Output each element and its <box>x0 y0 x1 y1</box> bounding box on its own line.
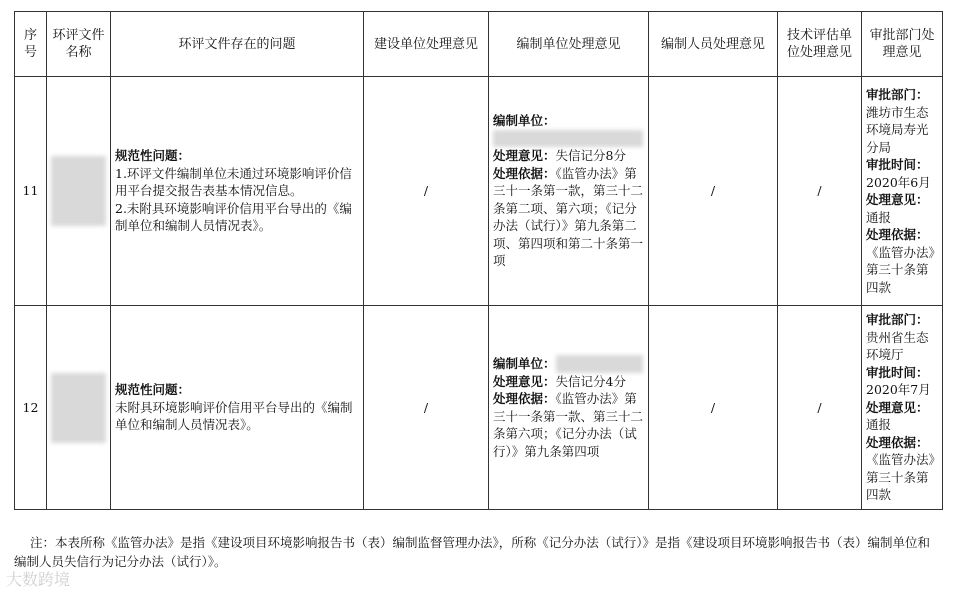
header-tech-unit: 技术评估单位处理意见 <box>778 12 862 77</box>
header-prep-unit: 编制单位处理意见 <box>489 12 649 77</box>
approval-opinion-value: 通报 <box>866 417 892 433</box>
prep-unit-label: 编制单位： <box>493 113 556 129</box>
header-prep-person: 编制人员处理意见 <box>649 12 778 77</box>
opinion-value: 失信记分8分 <box>555 148 626 164</box>
approval-time-value: 2020年6月 <box>866 174 931 190</box>
row-index: 11 <box>15 77 47 306</box>
approval-dept-value: 潍坊市生态环境局寿光分局 <box>866 104 929 155</box>
header-index: 序号 <box>15 12 47 77</box>
row-prep-person: / <box>649 306 778 510</box>
header-approval: 审批部门处理意见 <box>862 12 943 77</box>
basis-label: 处理依据： <box>493 165 556 181</box>
approval-dept-label: 审批部门： <box>866 87 929 102</box>
redacted-prep-unit <box>493 130 643 148</box>
redacted-doc-name <box>51 156 106 226</box>
prep-unit-label: 编制单位： <box>493 356 556 371</box>
row-doc-name <box>47 77 111 306</box>
header-problems: 环评文件存在的问题 <box>111 12 364 77</box>
opinion-label: 处理意见： <box>493 373 556 389</box>
approval-time-label: 审批时间： <box>866 157 929 172</box>
basis-value: 《监管办法》第三十一条第一款、第三十二条第六项；《记分办法（试行）》第九条第四项 <box>493 391 644 459</box>
problem-item: 1.环评文件编制单位未通过环境影响评价信用平台提交报告表基本情况信息。 <box>115 165 352 199</box>
table-row <box>15 306 943 510</box>
row-problems <box>111 77 364 306</box>
header-doc-name: 环评文件名称 <box>47 12 111 77</box>
problem-item: 未附具环境影响评价信用平台导出的《编制单位和编制人员情况表》。 <box>115 399 353 433</box>
redacted-doc-name <box>51 373 106 443</box>
opinion-label: 处理意见： <box>493 148 556 164</box>
row-prep-unit <box>489 77 649 306</box>
problem-item: 2.未附具环境影响评价信用平台导出的《编制单位和编制人员情况表》。 <box>115 200 352 234</box>
basis-label: 处理依据： <box>493 391 556 406</box>
approval-opinion-label: 处理意见： <box>866 192 929 207</box>
row-tech-unit: / <box>778 77 862 306</box>
table-header-row <box>15 12 943 77</box>
row-prep-unit <box>489 306 649 510</box>
problem-title: 规范性问题： <box>115 148 191 164</box>
violations-table <box>14 11 943 510</box>
footnote: 注：本表所称《监管办法》是指《建设项目环境影响报告书（表）编制监督管理办法》，所称《记分办法（试行）》是指《建设项目环境影响报告书（表）编制单位和编制人员失信行为记分办法（试行）》。 <box>14 535 931 569</box>
approval-opinion-value: 通报 <box>866 209 892 225</box>
table-row <box>15 77 943 306</box>
row-prep-person: / <box>649 77 778 306</box>
problem-title: 规范性问题： <box>115 382 191 398</box>
row-build-unit: / <box>364 306 489 510</box>
approval-basis-value: 《监管办法》第三十条第四款 <box>866 244 935 295</box>
watermark-logo: 大数跨境 <box>6 570 71 589</box>
row-tech-unit: / <box>778 306 862 510</box>
approval-dept-label: 审批部门： <box>866 312 929 328</box>
opinion-value: 失信记分4分 <box>555 373 626 389</box>
row-index: 12 <box>15 306 47 510</box>
approval-time-label: 审批时间： <box>866 364 929 380</box>
approval-basis-label: 处理依据： <box>866 227 929 242</box>
row-build-unit: / <box>364 77 489 306</box>
header-build-unit: 建设单位处理意见 <box>364 12 489 77</box>
basis-value: 《监管办法》第三十一条第一款，第三十二条第二项、第六项；《记分办法（试行）》第九条第二项、第四项和第二十条第一项 <box>493 165 644 269</box>
approval-dept-value: 贵州省生态环境厅 <box>866 329 929 363</box>
approval-basis-value: 《监管办法》第三十条第四款 <box>866 452 935 503</box>
approval-opinion-label: 处理意见： <box>866 399 929 415</box>
approval-basis-label: 处理依据： <box>866 434 929 450</box>
row-doc-name <box>47 306 111 510</box>
row-problems <box>111 306 364 510</box>
row-approval <box>862 306 943 510</box>
row-approval <box>862 77 943 306</box>
redacted-prep-unit <box>556 355 644 373</box>
approval-time-value: 2020年7月 <box>866 382 931 398</box>
